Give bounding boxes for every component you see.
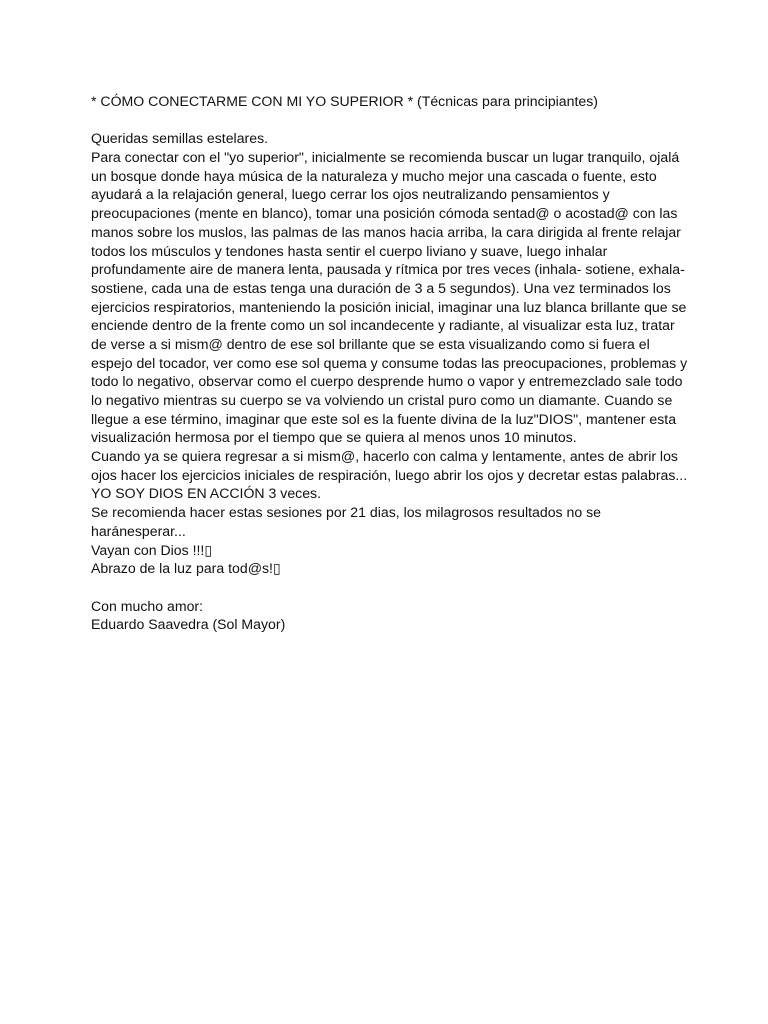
body-line: ayudará a la relajación general, luego cerrar los ojos neutralizando pensamientos y	[91, 186, 610, 203]
document-title: * CÓMO CONECTARME CON MI YO SUPERIOR * (Técnicas para principiantes)	[91, 93, 598, 109]
body-line: un bosque donde haya música de la naturaleza y mucho mejor una cascada o fuente, esto	[91, 167, 657, 184]
body-line: YO SOY DIOS EN ACCIÓN 3 veces.	[91, 485, 322, 502]
body-line: Se recomienda hacer estas sesiones por 21 dias, los milagrosos resultados no se	[91, 504, 601, 521]
blank-line	[91, 111, 691, 130]
body-line: enciende dentro de la frente como un sol incandecente y radiante, al visualizar esta luz, tratar	[91, 317, 675, 334]
body-line: todo lo negativo, observar como el cuerpo desprende humo o vapor y entremezclado sale todo	[91, 373, 683, 390]
body-line: de verse a si mism@ dentro de ese sol brillante que se esta visualizando como si fuera el	[91, 335, 650, 352]
body-line: manos sobre los muslos, las palmas de las manos hacia arriba, la cara dirigida al frente relajar	[91, 223, 681, 240]
body-line: Cuando ya se quiera regresar a si mism@, hacerlo con calma y lentamente, antes de abrir los	[91, 448, 678, 465]
body-line: preocupaciones (mente en blanco), tomar una posición cómoda sentad@ o acostad@ con las	[91, 205, 678, 222]
body-line: espejo del tocador, ver como ese sol quema y consume todas las preocupaciones, problemas y	[91, 354, 688, 371]
body-line: Para conectar con el "yo superior", inicialmente se recomienda buscar un lugar tranquilo, ojalá	[91, 149, 680, 166]
body-line: profundamente aire de manera lenta, pausada y rítmica por tres veces (inhala- sotiene, exhala-	[91, 261, 685, 278]
blank-line	[91, 578, 691, 597]
body-line: Abrazo de la luz para tod@s!▯	[91, 560, 281, 577]
document-body	[91, 92, 691, 634]
body-line: Vayan con Dios !!!▯	[91, 541, 213, 558]
body-line: llegue a ese término, imaginar que este sol es la fuente divina de la luz"DIOS", mantener esta	[91, 410, 677, 427]
body-line: todos los músculos y tendones hasta sentir el cuerpo liviano y suave, luego inhalar	[91, 242, 608, 259]
body-line: lo negativo mientras su cuerpo se va volviendo un cristal puro como un diamante. Cuando se	[91, 392, 673, 408]
body-line: sostiene, cada una de estas tenga una duración de 3 a 5 segundos). Una vez terminados los	[91, 279, 671, 296]
body-line: ejercicios respiratorios, manteniendo la posición inicial, imaginar una luz blanca brillante que se	[91, 298, 687, 315]
body-line: visualización hermosa por el tiempo que se quiera al menos unos 10 minutos.	[91, 429, 577, 446]
closing: Con mucho amor:	[91, 597, 204, 614]
signature: Eduardo Saavedra (Sol Mayor)	[91, 616, 286, 633]
greeting: Queridas semillas estelares.	[91, 130, 269, 147]
body-line: haránesperar...	[91, 522, 186, 539]
body-line: ojos hacer los ejercicios iniciales de respiración, luego abrir los ojos y decretar estas palabras...	[91, 466, 688, 483]
body-paragraphs	[91, 148, 691, 578]
